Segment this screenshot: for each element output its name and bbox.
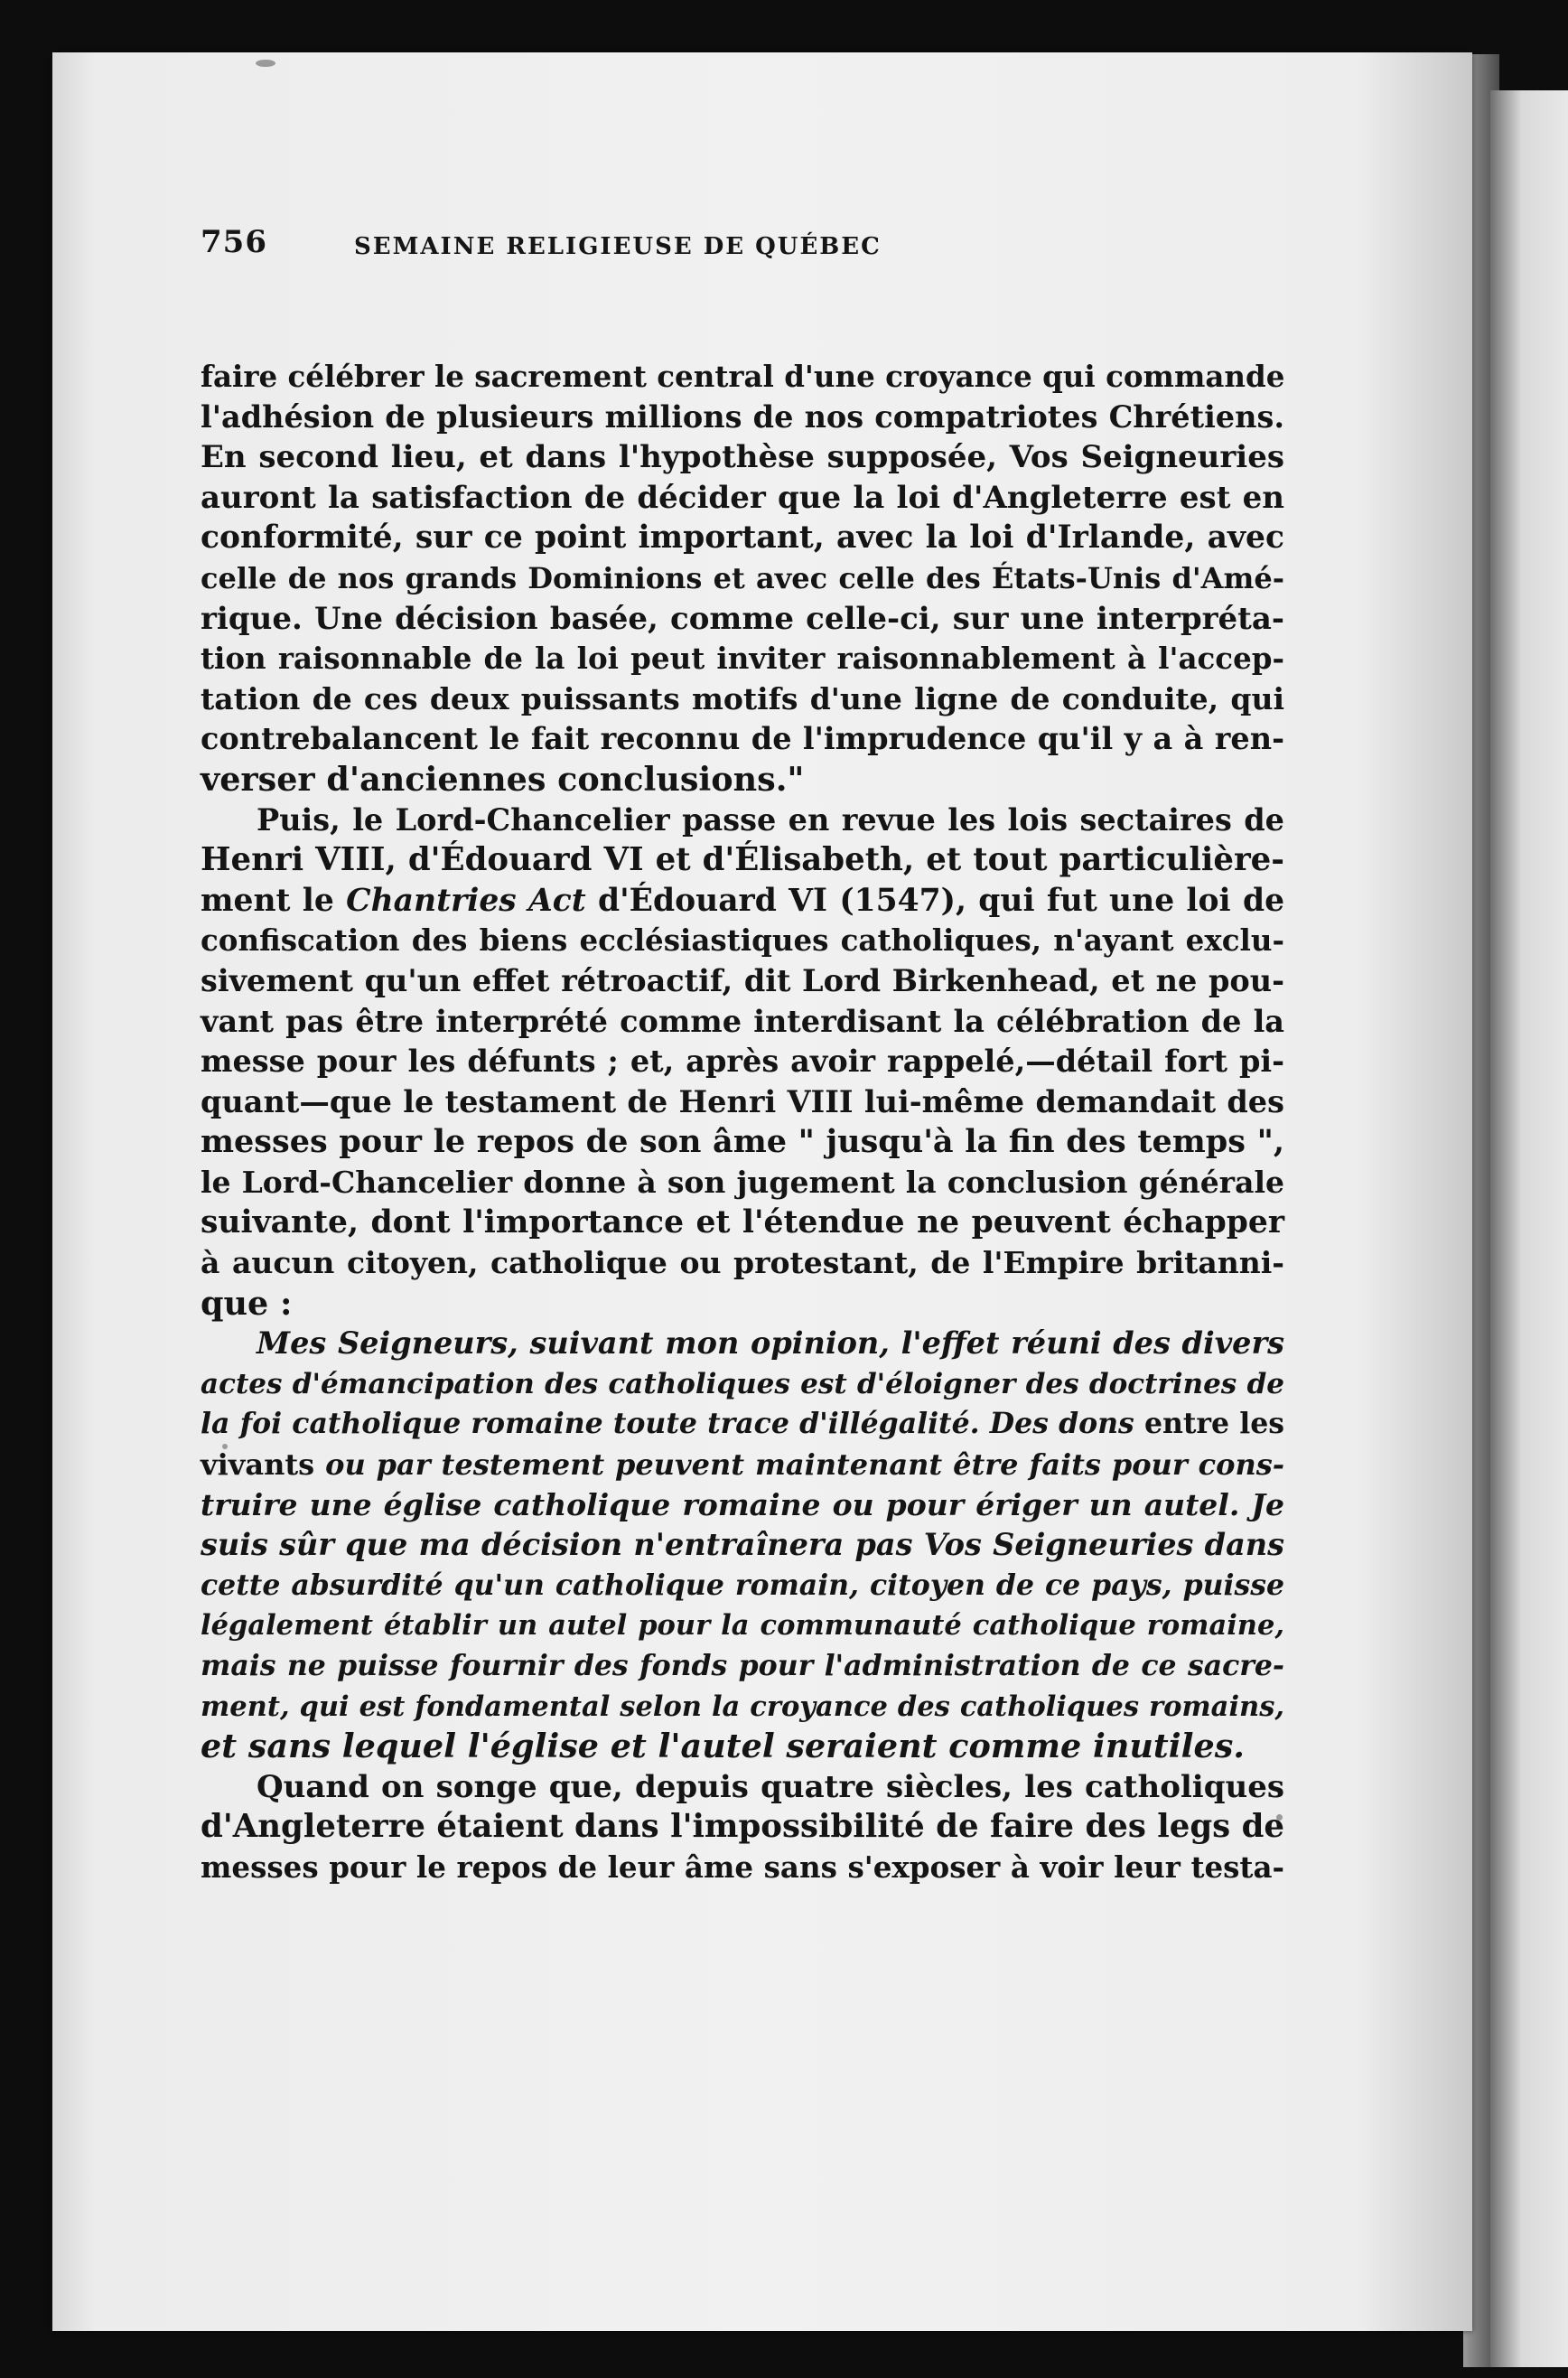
text-line: Quand on songe que, depuis quatre siècles, les catholiques [257, 1768, 1284, 1805]
text-line: suivante, dont l'importance et l'étendue ne peuvent échapper [201, 1204, 1284, 1241]
quote-line: suis sûr que ma décision n'entraînera pas Vos Seigneuries dans [201, 1527, 1284, 1563]
adjacent-page-edge [1490, 90, 1568, 2367]
text-line: messes pour le repos de leur âme sans s'exposer à voir leur testa- [201, 1849, 1284, 1885]
text-line: à aucun citoyen, catholique ou protestant, de l'Empire britanni- [201, 1245, 1284, 1281]
page-number: 756 [201, 224, 267, 260]
quote-line: actes d'émancipation des catholiques est d'éloigner des doctrines de [201, 1367, 1284, 1400]
quote-line: la foi catholique romaine toute trace d'illégalité. Des dons entre les [201, 1407, 1284, 1441]
quote-line: ment, qui est fondamental selon la croyance des catholiques romains, [201, 1690, 1284, 1723]
text-line: verser d'anciennes conclusions." [201, 759, 805, 799]
quote-line: Mes Seigneurs, suivant mon opinion, l'effet réuni des divers [257, 1325, 1284, 1362]
text-line: vant pas être interprété comme interdisant la célébration de la [201, 1003, 1284, 1039]
text-line: Henri VIII, d'Édouard VI et d'Élisabeth, et tout particulière- [201, 841, 1284, 879]
text-line: quant—que le testament de Henri VIII lui-même demandait des [201, 1083, 1284, 1119]
text-line: d'Angleterre étaient dans l'impossibilité de faire des legs de [201, 1808, 1284, 1846]
text-line: confiscation des biens ecclésiastiques catholiques, n'ayant exclu- [201, 922, 1284, 959]
quote-line: et sans lequel l'église et l'autel seraient comme inutiles. [201, 1727, 1245, 1766]
scan-speck [256, 60, 275, 67]
text-line: l'adhésion de plusieurs millions de nos compatriotes Chrétiens. [201, 398, 1284, 435]
text-line: messes pour le repos de son âme " jusqu'à la fin des temps ", [201, 1123, 1284, 1161]
text-line: auront la satisfaction de décider que la loi d'Angleterre est en [201, 479, 1284, 516]
text-line: contrebalancent le fait reconnu de l'imprudence qu'il y a à ren- [201, 721, 1284, 757]
text-line: le Lord-Chancelier donne à son jugement la conclusion générale [201, 1164, 1284, 1200]
text-line: tation de ces deux puissants motifs d'une ligne de conduite, qui [201, 680, 1284, 716]
text-line: celle de nos grands Dominions et avec celle des États-Unis d'Amé- [201, 560, 1284, 595]
quote-line: truire une église catholique romaine ou pour ériger un autel. Je [201, 1486, 1284, 1522]
text-line: rique. Une décision basée, comme celle-ci, sur une interpréta- [201, 600, 1284, 637]
act-title: Chantries Act [346, 882, 586, 919]
running-title: SEMAINE RELIGIEUSE DE QUÉBEC [354, 233, 882, 260]
text-line: Puis, le Lord-Chancelier passe en revue les lois sectaires de [257, 801, 1284, 838]
body-text [201, 357, 1284, 1888]
page-header [201, 224, 1031, 278]
text-line: ment le Chantries Act d'Édouard VI (1547), qui fut une loi de [201, 882, 1285, 919]
text-line: conformité, sur ce point important, avec la loi d'Irlande, avec [201, 520, 1284, 557]
quote-line: mais ne puisse fournir des fonds pour l'administration de ce sacre- [201, 1649, 1284, 1682]
text-line: que : [201, 1283, 293, 1323]
text-line: sivement qu'un effet rétroactif, dit Lord Birkenhead, et ne pou- [201, 962, 1284, 998]
text-line: tion raisonnable de la loi peut inviter raisonnablement à l'accep- [201, 641, 1284, 677]
text-line: En second lieu, et dans l'hypothèse supposée, Vos Seigneuries [201, 439, 1284, 476]
quote-line: légalement établir un autel pour la communauté catholique romaine, [201, 1609, 1284, 1643]
quote-line: cette absurdité qu'un catholique romain, citoyen de ce pays, puisse [201, 1568, 1284, 1602]
text-line: faire célébrer le sacrement central d'une croyance qui commande [201, 359, 1285, 394]
quote-line: vivants ou par testement peuvent maintenant être faits pour cons- [201, 1447, 1285, 1483]
text-line: messe pour les défunts ; et, après avoir rappelé,—détail fort pi- [201, 1044, 1284, 1080]
